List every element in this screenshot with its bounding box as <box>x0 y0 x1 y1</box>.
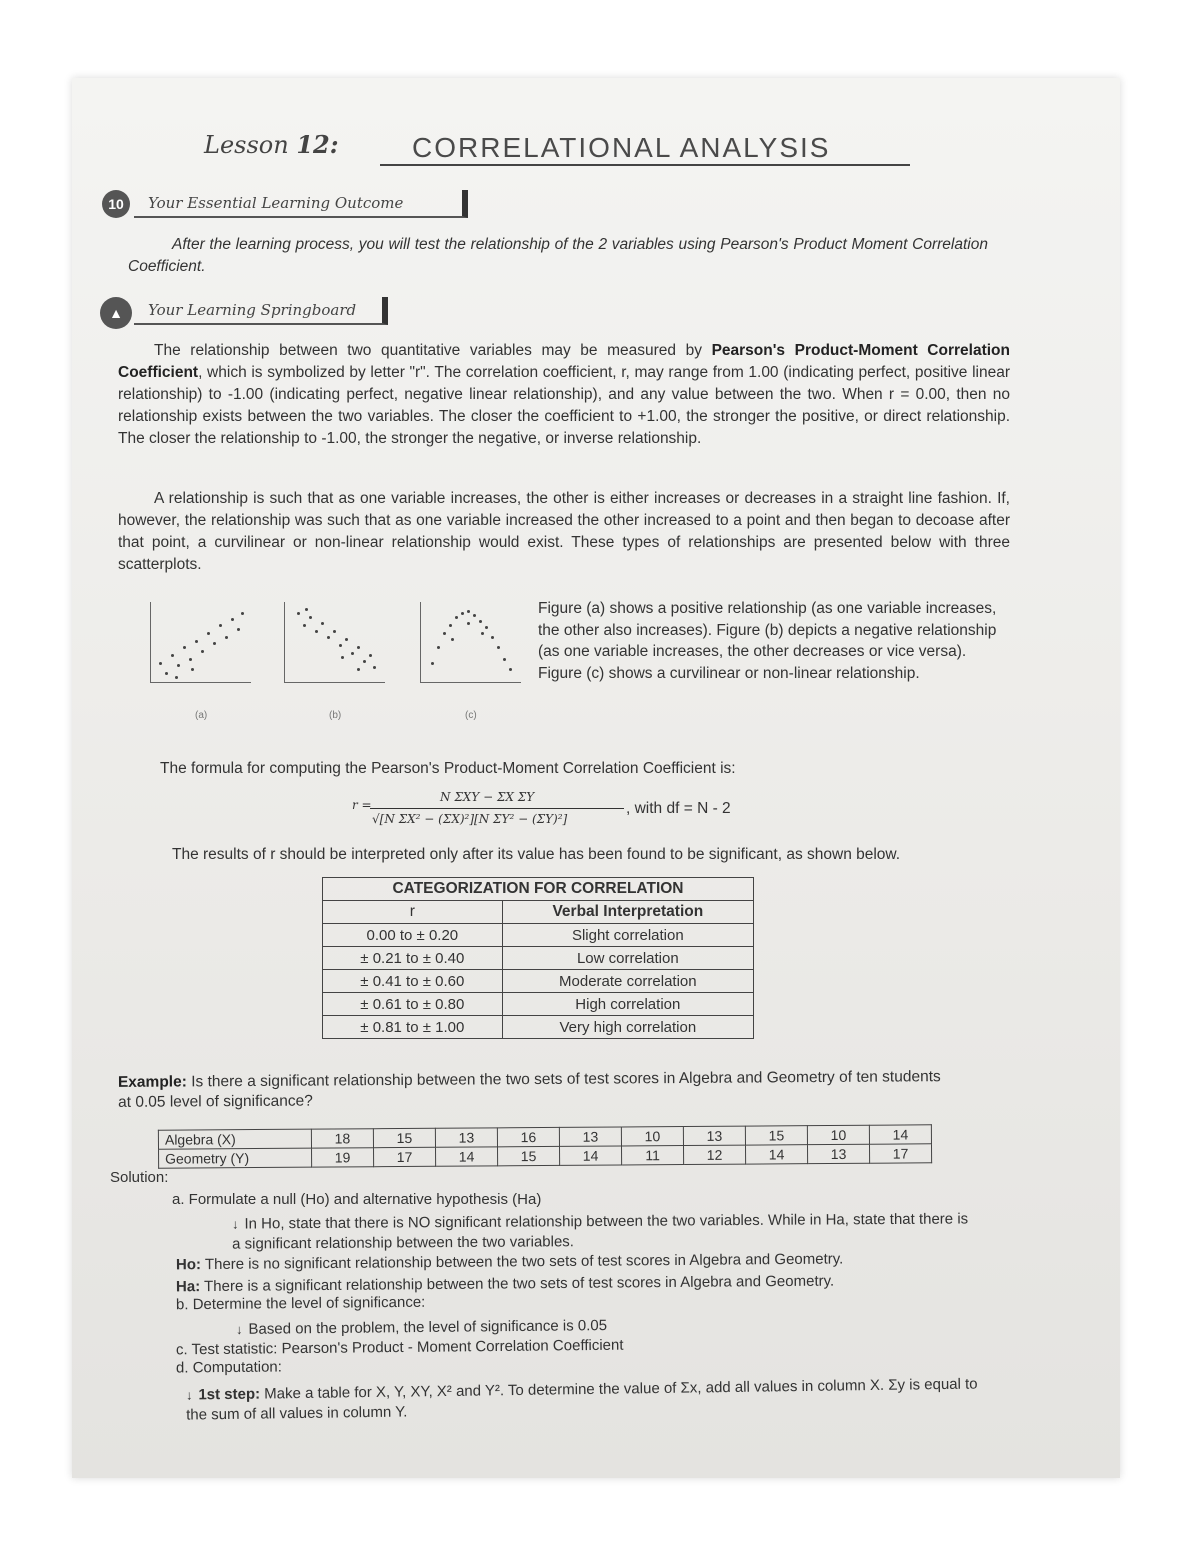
figure-description: Figure (a) shows a positive relationship (as one variable increases, the other also increases). Figure (b) depicts a negative relationship (as one variable increases, the other decreases or vice versa). Figure (c) shows a curvilinear or non-linear relationship. <box>538 600 997 682</box>
algebra-score: 16 <box>497 1127 559 1146</box>
algebra-score: 14 <box>869 1125 931 1144</box>
ho-label: Ho: <box>175 1256 202 1274</box>
scatter-point <box>219 624 222 627</box>
col-interp-header: Verbal Interpretation <box>502 901 753 924</box>
ha-text: There is a significant relationship between the two sets of test scores in Algebra and Geometry. <box>204 1272 835 1296</box>
step-c: c. Test statistic: Pearson's Product - Moment Correlation Coefficient <box>175 1336 624 1359</box>
springboard-paragraph-1 <box>118 340 1010 450</box>
scatterplot-negative <box>284 602 385 721</box>
formula-numerator: N ΣXY − ΣX ΣY <box>440 790 535 804</box>
verbal-interpretation: Low correlation <box>502 947 753 970</box>
example-label: Example: <box>117 1073 187 1091</box>
ha-label: Ha: <box>175 1278 201 1296</box>
scatter-point <box>333 630 336 633</box>
formula-df: , with df = N - 2 <box>626 800 731 817</box>
scatter-point <box>177 664 180 667</box>
step-a: a. Formulate a null (Ho) and alternative hypothesis (Ha) <box>172 1191 542 1208</box>
scatter-point <box>339 644 342 647</box>
springboard-paragraph-2: A relationship is such that as one variable increases, the other is either increases or decreases in a straight line fashion. If, however, the relationship was such that as one variable increased the other increased to a point and then began to decoase after that point, a curvilinear or non-linear relationship would exist. These types of relationships are presented below with three scatterplots. <box>118 490 1010 573</box>
r-range: ± 0.81 to ± 1.00 <box>323 1016 503 1039</box>
title-underline <box>380 164 910 166</box>
algebra-score: 10 <box>807 1125 869 1144</box>
scatter-point <box>451 638 454 641</box>
scatter-point <box>305 608 308 611</box>
lesson-header <box>130 128 930 178</box>
r-range: ± 0.21 to ± 0.40 <box>323 947 503 970</box>
categorization-row <box>323 947 754 970</box>
springboard-icon: ▲ <box>100 297 132 329</box>
categorization-table <box>322 877 754 1039</box>
scatter-point <box>321 622 324 625</box>
algebra-label: Algebra (X) <box>158 1129 311 1149</box>
scatter-point <box>345 638 348 641</box>
geometry-score: 17 <box>374 1147 436 1166</box>
algebra-score: 15 <box>373 1128 435 1147</box>
geometry-score: 11 <box>621 1146 683 1165</box>
down-arrow-icon: ↓ <box>235 1321 243 1337</box>
outcome-banner: Your Essential Learning Outcome <box>134 190 468 218</box>
outcome-badge: 10 <box>102 190 130 218</box>
scatter-point <box>357 646 360 649</box>
step-b-note-text: Based on the problem, the level of significance is 0.05 <box>248 1317 608 1338</box>
geometry-score: 14 <box>745 1145 807 1164</box>
outcome-text: After the learning process, you will test the relationship of the 2 variables using Pearson's Product Moment Correlation Coefficient. <box>128 236 988 275</box>
scatter-point <box>195 640 198 643</box>
scores-table <box>158 1124 932 1168</box>
scatterplot-curvilinear <box>420 602 521 721</box>
geometry-score: 14 <box>436 1147 498 1166</box>
formula-denominator: √[N ΣX² − (ΣX)²][N ΣY² − (ΣY)²] <box>372 812 568 826</box>
lesson-label <box>204 130 339 159</box>
scatter-point <box>491 636 494 639</box>
scatter-point <box>201 650 204 653</box>
formula-intro: The formula for computing the Pearson's Product-Moment Correlation Coefficient is: <box>160 760 736 777</box>
step-a-note <box>232 1209 972 1254</box>
scatter-point <box>159 662 162 665</box>
springboard-banner: Your Learning Springboard <box>134 297 388 325</box>
scatter-point <box>191 668 194 671</box>
geometry-score: 14 <box>559 1146 621 1165</box>
r-range: ± 0.41 to ± 0.60 <box>323 970 503 993</box>
geometry-label: Geometry (Y) <box>159 1148 312 1168</box>
step-a-note-text: In Ho, state that there is NO significant relationship between the two variables. While in Ha, state that there is a significant relationship between the two variables. <box>232 1210 969 1253</box>
scatter-point <box>369 654 372 657</box>
ho-text: There is no significant relationship between the two sets of test scores in Algebra and Geometry. <box>204 1250 844 1274</box>
verbal-interpretation: High correlation <box>502 993 753 1016</box>
scatter-point <box>431 662 434 665</box>
scatter-point <box>183 646 186 649</box>
scatter-point <box>231 618 234 621</box>
categorization-row <box>323 970 754 993</box>
formula-lhs: r = <box>352 798 372 812</box>
col-r-header: r <box>323 901 503 924</box>
verbal-interpretation: Moderate correlation <box>502 970 753 993</box>
geometry-score: 13 <box>807 1144 869 1163</box>
lesson-number: 12: <box>296 130 339 159</box>
scatter-point <box>341 656 344 659</box>
scatter-point <box>485 626 488 629</box>
scatter-point <box>473 614 476 617</box>
example-question: Is there a significant relationship between the two sets of test scores in Algebra and Geometry of ten students at 0.05 level of significance? <box>118 1068 941 1111</box>
categorization-row <box>323 924 754 947</box>
scatter-point <box>189 658 192 661</box>
p1-pre: The relationship between two quantitative variables may be measured by <box>154 342 702 359</box>
scatter-point <box>327 636 330 639</box>
scatter-point <box>241 612 244 615</box>
example-text <box>118 1067 948 1113</box>
geometry-score: 17 <box>869 1144 931 1163</box>
step-d: d. Computation: <box>175 1358 282 1377</box>
r-range: 0.00 to ± 0.20 <box>323 924 503 947</box>
scatter-point <box>225 636 228 639</box>
geometry-score: 12 <box>683 1145 745 1164</box>
down-arrow-icon: ↓ <box>231 1216 239 1232</box>
scatter-point <box>467 622 470 625</box>
fraction-bar <box>370 808 624 809</box>
solution-label: Solution: <box>110 1169 169 1186</box>
scatter-point <box>497 646 500 649</box>
lesson-prefix: Lesson <box>204 131 289 159</box>
scatter-point <box>503 658 506 661</box>
scatter-point <box>175 676 178 679</box>
verbal-interpretation: Slight correlation <box>502 924 753 947</box>
scatter-point <box>509 668 512 671</box>
scatter-point <box>297 612 300 615</box>
scatterplot-label: (b) <box>329 710 342 721</box>
scatter-point <box>207 632 210 635</box>
p1-bold: Pearson's Product-Moment Correlation Coefficient <box>118 342 1010 381</box>
scatter-point <box>351 652 354 655</box>
scatter-point <box>479 620 482 623</box>
algebra-score: 13 <box>559 1127 621 1146</box>
scatterplot-label: (a) <box>195 710 208 721</box>
p1-post: , which is symbolized by letter "r". The correlation coefficient, r, may range from 1.00 (indicating perfect, positive linear relationship) to -1.00 (indicating perfect, negative linear relationship), and any value between the two. When r = 0.00, then no relationship exists between the two variables. The closer the coefficient to +1.00, the stronger the positive, or direct relationship. The closer the relationship to -1.00, the stronger the negative, or inverse relationship. <box>118 364 1010 447</box>
scatter-point <box>467 610 470 613</box>
algebra-score: 13 <box>683 1126 745 1145</box>
scatter-point <box>461 612 464 615</box>
scatterplot-label: (c) <box>465 710 477 721</box>
algebra-score: 10 <box>621 1127 683 1146</box>
page-title: CORRELATIONAL ANALYSIS <box>412 132 831 163</box>
scatter-point <box>171 654 174 657</box>
first-step-label: 1st step: <box>198 1385 261 1404</box>
scatter-point <box>315 630 318 633</box>
algebra-score: 18 <box>311 1129 373 1148</box>
scatter-point <box>373 666 376 669</box>
verbal-interpretation: Very high correlation <box>502 1016 753 1039</box>
scatter-point <box>357 668 360 671</box>
scatter-point <box>481 632 484 635</box>
scatter-point <box>437 646 440 649</box>
r-range: ± 0.61 to ± 0.80 <box>323 993 503 1016</box>
algebra-score: 15 <box>745 1126 807 1145</box>
scatter-point <box>309 616 312 619</box>
geometry-score: 15 <box>498 1146 560 1165</box>
scatter-point <box>237 628 240 631</box>
scatter-point <box>449 624 452 627</box>
scatter-point <box>363 660 366 663</box>
results-text: The results of r should be interpreted only after its value has been found to be significant, as shown below. <box>172 846 901 863</box>
scatter-point <box>213 642 216 645</box>
down-arrow-icon: ↓ <box>185 1387 193 1403</box>
first-step-text: Make a table for X, Y, XY, X² and Y². To determine the value of Σx, add all values in column X. Σy is equal to the sum of all values in column Y. <box>186 1375 978 1424</box>
step-b: b. Determine the level of significance: <box>175 1293 426 1314</box>
geometry-score: 19 <box>312 1148 374 1167</box>
categorization-row <box>323 1016 754 1039</box>
scatter-point <box>165 672 168 675</box>
scatter-point <box>443 632 446 635</box>
scatterplot-positive <box>150 602 251 721</box>
categorization-row <box>323 993 754 1016</box>
scatter-point <box>455 616 458 619</box>
scatter-point <box>303 624 306 627</box>
categorization-title: CATEGORIZATION FOR CORRELATION <box>323 878 754 901</box>
algebra-score: 13 <box>435 1128 497 1147</box>
